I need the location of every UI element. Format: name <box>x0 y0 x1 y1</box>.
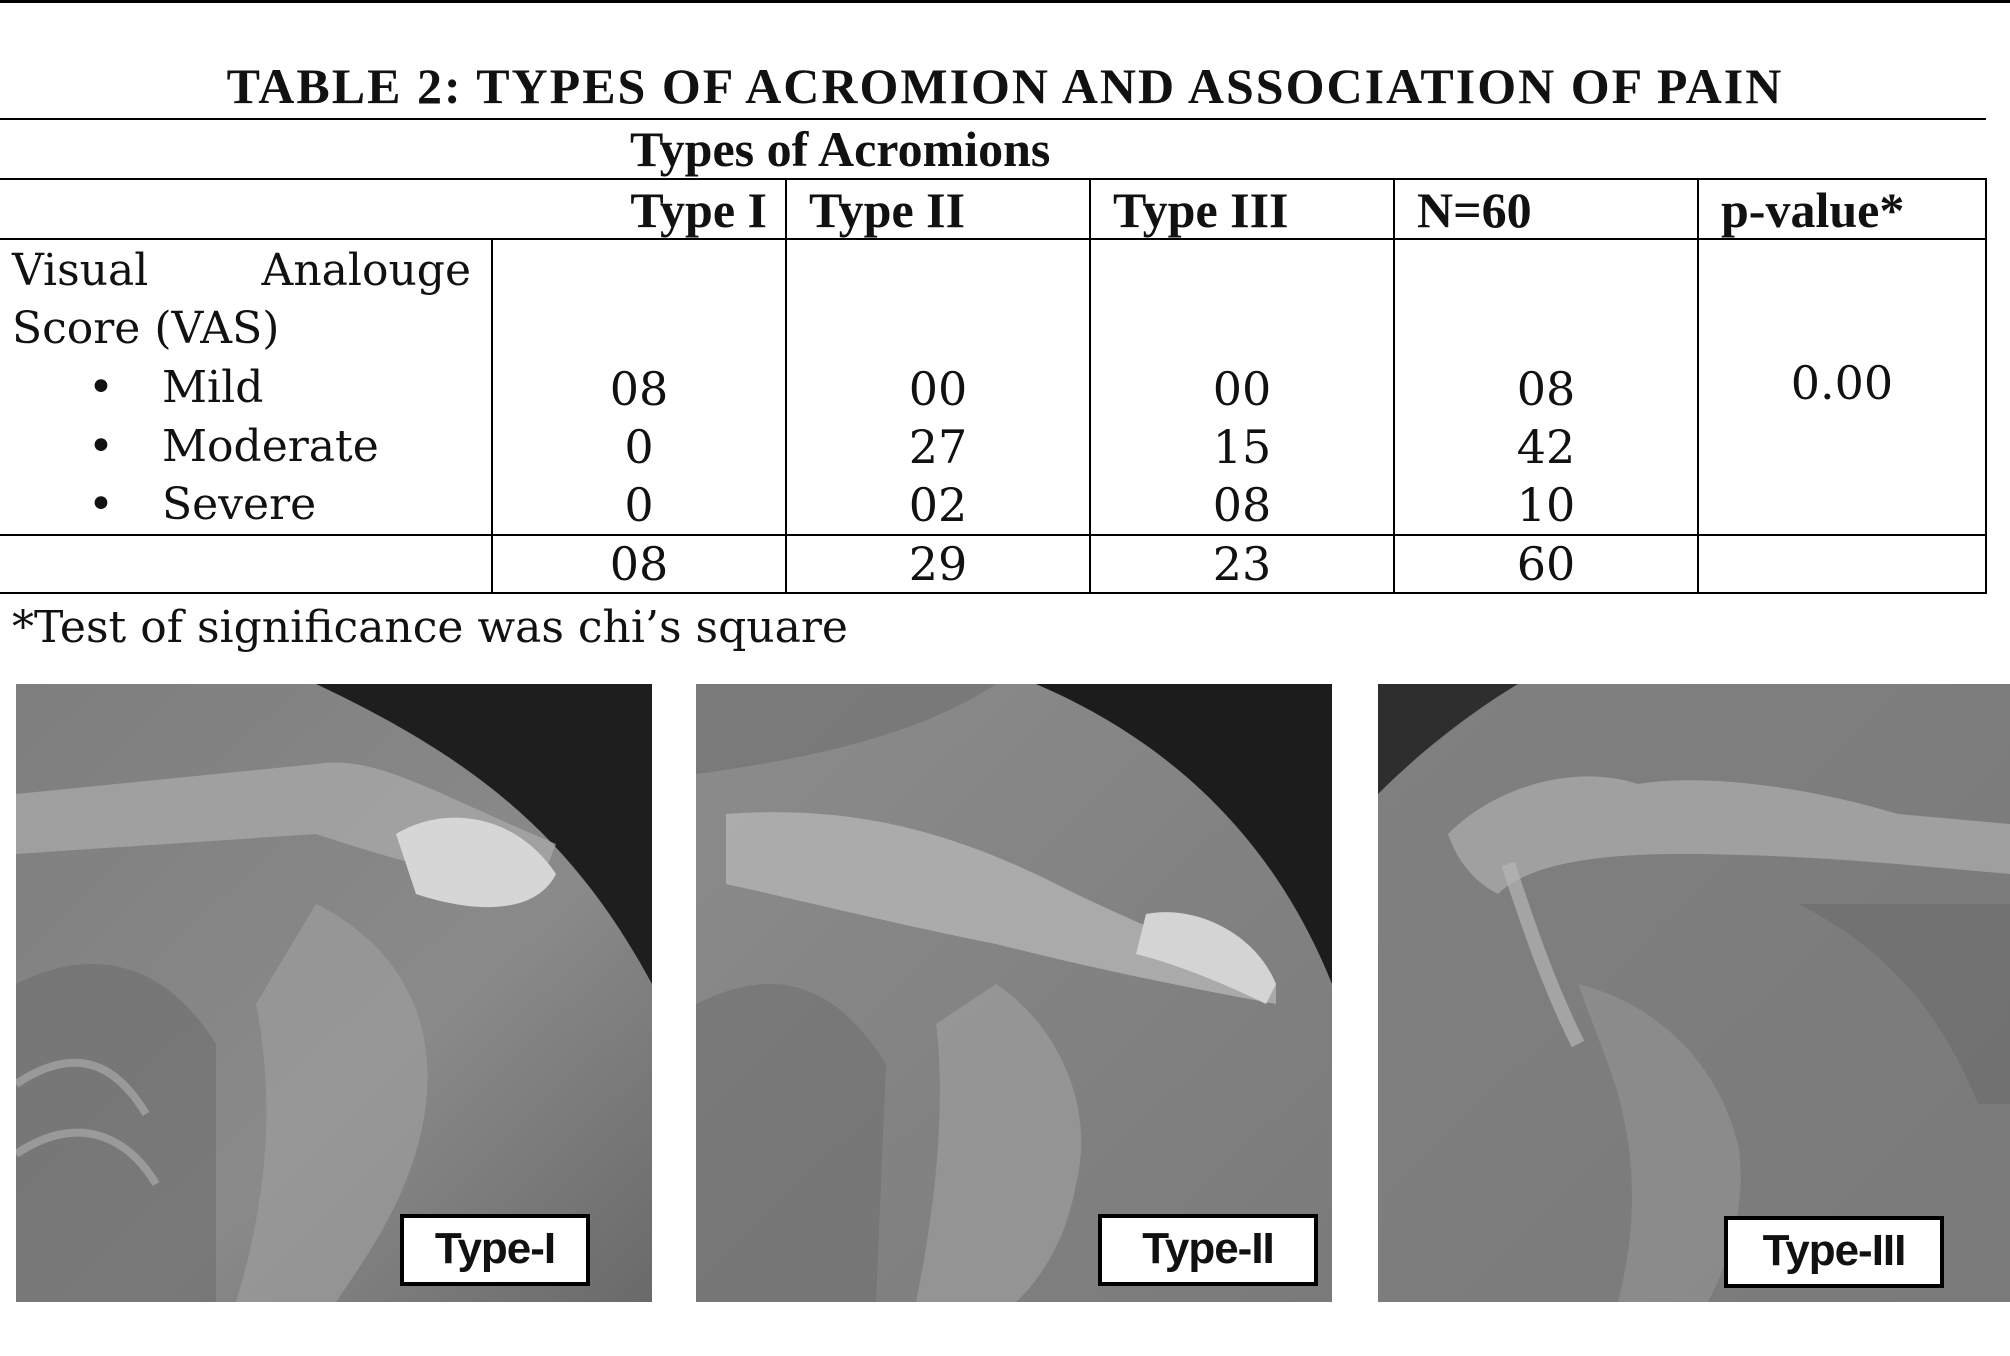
moderate-n: 42 <box>1516 420 1576 474</box>
footnote: *Test of significance was chi’s square <box>12 602 848 653</box>
caption-type-i: Type-I <box>400 1214 590 1286</box>
severe-n: 10 <box>1516 478 1576 532</box>
xray-type-ii <box>696 684 1332 1302</box>
col-header-type-iii: Type III <box>1090 179 1394 239</box>
moderate-type-iii: 15 <box>1212 420 1272 474</box>
type-iii-values <box>1090 239 1394 535</box>
total-type-i-cell <box>492 535 786 593</box>
col-header-type-ii: Type II <box>786 179 1090 239</box>
caption-type-iii: Type-III <box>1724 1216 1944 1288</box>
severe-type-iii: 08 <box>1212 478 1272 532</box>
mild-n: 08 <box>1516 362 1576 416</box>
acromion-pain-table <box>0 118 1986 594</box>
total-type-iii: 23 <box>1212 537 1272 591</box>
total-p-cell <box>1698 535 1986 593</box>
xray-type-i-image <box>16 684 652 1302</box>
caption-type-ii: Type-II <box>1098 1214 1318 1286</box>
total-type-iii-cell <box>1090 535 1394 593</box>
p-value: 0.00 <box>1790 356 1894 410</box>
vas-label-line1b: Analouge <box>261 245 471 296</box>
mild-type-iii: 00 <box>1212 362 1272 416</box>
col-header-type-i: Type I <box>492 179 786 239</box>
data-table <box>0 118 1987 594</box>
xray-type-i <box>16 684 652 1302</box>
total-n: 60 <box>1516 537 1576 591</box>
severe-type-ii: 02 <box>908 478 968 532</box>
row-label-mild: • Mild <box>88 362 264 413</box>
col-header-n: N=60 <box>1394 179 1698 239</box>
top-rule <box>0 0 2010 3</box>
totals-label-cell <box>0 535 492 593</box>
moderate-type-ii: 27 <box>908 420 968 474</box>
xray-type-iii-image <box>1378 684 2010 1302</box>
moderate-type-i: 0 <box>624 420 654 474</box>
total-type-ii: 29 <box>908 537 968 591</box>
xray-type-ii-image <box>696 684 1332 1302</box>
total-n-cell <box>1394 535 1698 593</box>
col-header-p-value: p-value* <box>1698 179 1986 239</box>
severe-type-i: 0 <box>624 478 654 532</box>
mild-type-i: 08 <box>609 362 669 416</box>
p-value-cell <box>1698 239 1986 535</box>
vas-label-line2: Score (VAS) <box>12 303 280 354</box>
total-type-ii-cell <box>786 535 1090 593</box>
total-type-i: 08 <box>609 537 669 591</box>
type-ii-values <box>786 239 1090 535</box>
row-label-severe: • Severe <box>88 479 317 530</box>
xray-type-iii <box>1378 684 2010 1302</box>
row-label-moderate: • Moderate <box>88 421 379 472</box>
group-header: Types of Acromions <box>630 121 1051 177</box>
mild-type-ii: 00 <box>908 362 968 416</box>
table-title: TABLE 2: TYPES OF ACROMION AND ASSOCIATION OF PAIN <box>226 58 1784 114</box>
n-values <box>1394 239 1698 535</box>
type-i-values <box>492 239 786 535</box>
corner-cell <box>0 179 492 239</box>
vas-label-line1a: Visual <box>12 245 149 296</box>
vas-label-cell <box>0 239 492 535</box>
